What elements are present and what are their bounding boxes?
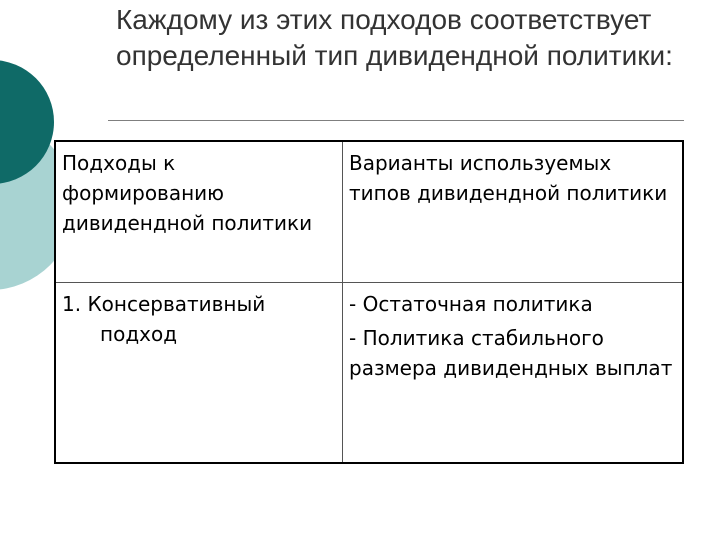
header-variants: Варианты используемых типов дивидендной политики — [343, 141, 684, 282]
approach-cell — [55, 282, 343, 463]
slide-title: Каждому из этих подходов соответствует определенный тип дивидендной политики: — [116, 4, 673, 71]
variant-item: - Остаточная политика — [349, 291, 593, 316]
table-row — [55, 282, 683, 463]
variants-cell — [343, 282, 684, 463]
approach-label: 1. Консервативный подход — [62, 291, 266, 346]
variant-item: - Политика стабильного размера дивидендных выплат — [349, 325, 673, 380]
dividend-policy-table — [54, 140, 684, 464]
title-divider — [108, 120, 684, 121]
header-approaches: Подходы к формированию дивидендной политики — [55, 141, 343, 282]
table-header-row — [55, 141, 683, 282]
